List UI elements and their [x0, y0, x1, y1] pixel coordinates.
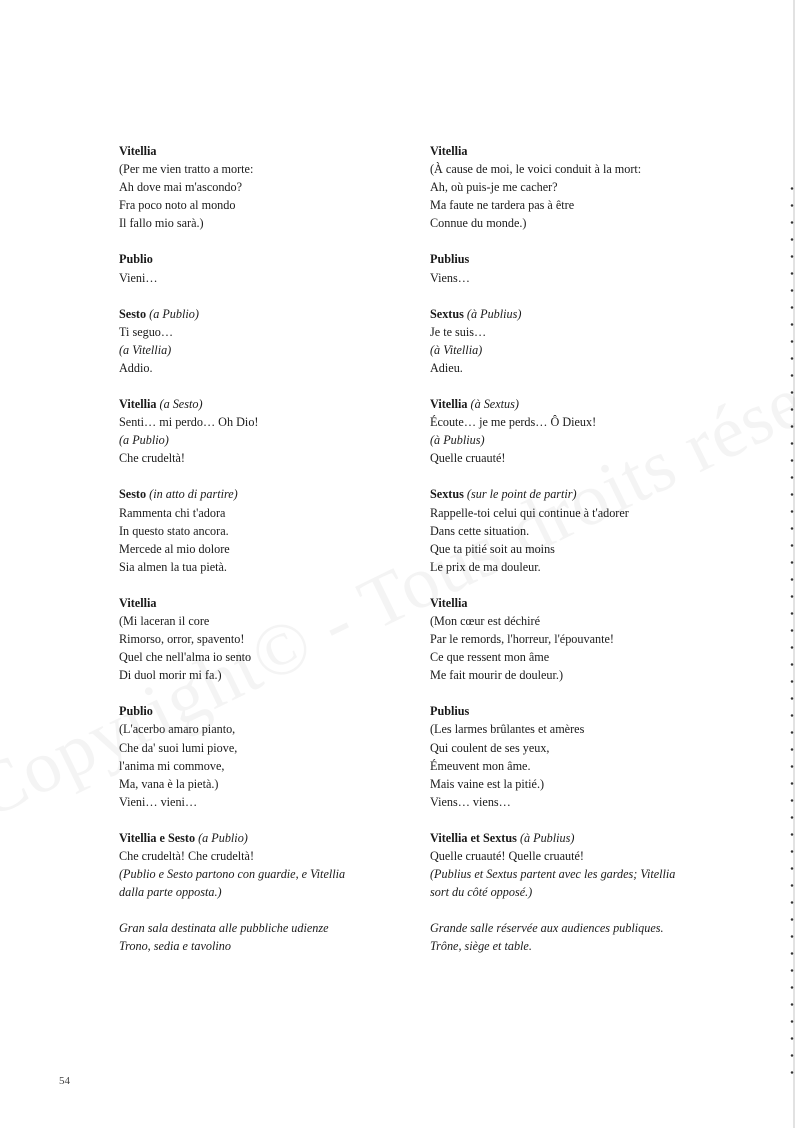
verse-block: [119, 594, 419, 684]
verse-line: Il fallo mio sarà.): [119, 216, 204, 231]
verse-line: Ti seguo…: [119, 324, 174, 339]
verse-line: Che da' suoi lumi piove,: [119, 740, 238, 755]
verse-block: [119, 702, 419, 811]
verse-line: Qui coulent de ses yeux,: [430, 740, 550, 755]
verse-block: [119, 829, 419, 901]
verse-block: [430, 829, 730, 901]
verse-line: Quel che nell'alma io sento: [119, 650, 252, 665]
scene-line: Trono, sedia e tavolino: [119, 939, 231, 954]
stage-direction: (a Sesto): [159, 397, 203, 412]
speaker-name: Vitellia: [119, 595, 157, 610]
scene-line: Trône, siège et table.: [430, 939, 532, 954]
stage-direction: (à Publius): [519, 830, 575, 845]
verse-line: Émeuvent mon âme.: [430, 758, 531, 773]
verse-line: (Per me vien tratto a morte:: [119, 162, 254, 177]
stage-direction: (a Vitellia): [119, 342, 172, 357]
verse-line: Me fait mourir de douleur.): [430, 668, 564, 683]
verse-block: [119, 485, 419, 575]
verse-line: Dans cette situation.: [430, 523, 530, 538]
verse-block: [119, 250, 419, 286]
verse-block: [430, 594, 730, 684]
stage-direction: (in atto di partire): [149, 487, 238, 502]
verse-block: [430, 305, 730, 377]
verse-line: Senti… mi perdo… Oh Dio!: [119, 415, 259, 430]
verse-block: [119, 305, 419, 377]
verse-line: Le prix de ma douleur.: [430, 559, 541, 574]
verse-line: Addio.: [119, 360, 153, 375]
speaker-name: Sextus: [430, 487, 464, 502]
verse-line: Che crudeltà! Che crudeltà!: [119, 849, 255, 863]
speaker-name: Vitellia: [119, 144, 157, 158]
verse-line: Rimorso, orror, spavento!: [119, 632, 245, 647]
verse-line: Fra poco noto al mondo: [119, 198, 236, 213]
speaker-name: Publius: [430, 252, 470, 267]
speaker-name: Publius: [430, 704, 470, 719]
scene-description: [430, 919, 730, 955]
verse-line: Connue du monde.): [430, 216, 527, 231]
stage-direction: (à Vitellia): [430, 342, 483, 357]
stage-direction: (à Publius): [466, 306, 522, 321]
verse-line: (Les larmes brûlantes et amères: [430, 722, 585, 737]
verse-line: Sia almen la tua pietà.: [119, 559, 227, 574]
speaker-name: Vitellia: [430, 595, 468, 610]
stage-direction: sort du côté opposé.): [430, 885, 533, 900]
speaker-name: Vitellia e Sesto: [119, 830, 196, 845]
speaker-name: Sesto: [119, 487, 147, 502]
speaker-name: Sesto: [119, 306, 147, 321]
speaker-name: Vitellia et Sextus: [430, 830, 517, 845]
verse-line: In questo stato ancora.: [119, 523, 229, 538]
verse-block: [430, 485, 730, 575]
verse-line: Écoute… je me perds… Ô Dieux!: [430, 415, 597, 430]
scene-line: Gran sala destinata alle pubbliche udienze: [119, 921, 329, 936]
verse-line: (Mon cœur est déchiré: [430, 613, 540, 628]
verse-line: Mais vaine est la pitié.): [430, 776, 545, 791]
stage-direction: (Publio e Sesto partono con guardie, e Vitellia: [119, 867, 346, 882]
verse-block: [430, 142, 730, 232]
verse-line: Rappelle-toi celui qui continue à t'adorer: [430, 505, 629, 520]
verse-line: l'anima mi commove,: [119, 758, 225, 773]
stage-direction: (a Publio): [119, 433, 169, 448]
verse-block: [430, 702, 730, 811]
verse-line: Vieni…: [119, 270, 158, 285]
stage-direction: (sur le point de partir): [466, 487, 577, 502]
verse-block: [119, 395, 419, 467]
speaker-name: Sextus: [430, 306, 464, 321]
verse-line: (Mi laceran il core: [119, 613, 210, 628]
verse-line: Rammenta chi t'adora: [119, 505, 226, 520]
stage-direction: (à Sextus): [470, 397, 519, 412]
speaker-name: Vitellia: [430, 397, 468, 412]
speaker-name: Vitellia: [430, 144, 468, 158]
verse-block: [430, 395, 730, 467]
verse-line: Quelle cruauté! Quelle cruauté!: [430, 849, 584, 863]
verse-line: Par le remords, l'horreur, l'épouvante!: [430, 632, 614, 647]
verse-line: (À cause de moi, le voici conduit à la mort:: [430, 162, 642, 177]
stage-direction: (a Publio): [149, 306, 199, 321]
verse-line: Che crudeltà!: [119, 451, 185, 466]
speaker-name: Vitellia: [119, 397, 157, 412]
verse-line: Di duol morir mi fa.): [119, 668, 222, 683]
verse-line: Ce que ressent mon âme: [430, 650, 550, 665]
scene-description: [119, 919, 419, 955]
verse-block: [119, 142, 419, 232]
verse-line: Quelle cruauté!: [430, 451, 506, 466]
speaker-name: Publio: [119, 252, 153, 267]
spiral-binding-holes: [789, 180, 795, 1080]
stage-direction: (à Publius): [430, 433, 485, 448]
verse-line: Vieni… vieni…: [119, 794, 198, 809]
verse-line: Viens… viens…: [430, 794, 511, 809]
verse-block: [430, 250, 730, 286]
page-number: 54: [59, 1075, 70, 1087]
verse-line: Ah, où puis-je me cacher?: [430, 180, 558, 195]
verse-line: Viens…: [430, 270, 470, 285]
verse-line: (L'acerbo amaro pianto,: [119, 722, 236, 737]
verse-line: Ah dove mai m'ascondo?: [119, 180, 243, 195]
verse-line: Que ta pitié soit au moins: [430, 541, 555, 556]
italian-libretto-column: [119, 142, 419, 973]
verse-line: Adieu.: [430, 360, 463, 375]
verse-line: Ma, vana è la pietà.): [119, 776, 219, 791]
verse-line: Mercede al mio dolore: [119, 541, 230, 556]
stage-direction: dalla parte opposta.): [119, 885, 222, 900]
verse-line: Je te suis…: [430, 324, 487, 339]
speaker-name: Publio: [119, 704, 153, 719]
french-translation-column: [430, 142, 730, 973]
verse-line: Ma faute ne tardera pas à être: [430, 198, 575, 213]
stage-direction: (a Publio): [198, 830, 248, 845]
scene-line: Grande salle réservée aux audiences publiques.: [430, 921, 664, 936]
stage-direction: (Publius et Sextus partent avec les gardes; Vitellia: [430, 867, 676, 882]
